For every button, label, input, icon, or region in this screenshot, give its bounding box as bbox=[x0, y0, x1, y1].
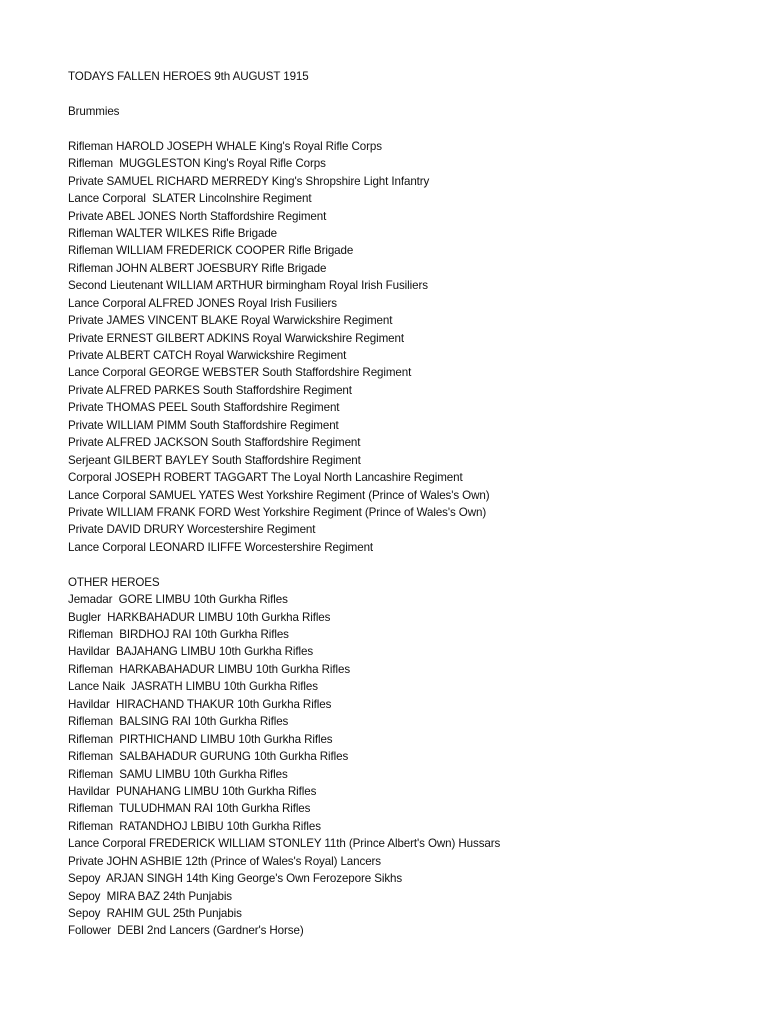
list-item: Private DAVID DRURY Worcestershire Regiment bbox=[68, 523, 316, 537]
list-item: Lance Corporal LEONARD ILIFFE Worcestershire Regiment bbox=[68, 540, 374, 554]
section-heading-brummies: Brummies bbox=[68, 104, 120, 118]
list-item: Rifleman WALTER WILKES Rifle Brigade bbox=[68, 226, 278, 240]
list-item: Private JOHN ASHBIE 12th (Prince of Wales's Royal) Lancers bbox=[68, 854, 381, 868]
list-item: Lance Corporal ALFRED JONES Royal Irish Fusiliers bbox=[68, 296, 337, 310]
list-item: Lance Corporal GEORGE WEBSTER South Staffordshire Regiment bbox=[68, 366, 412, 380]
list-item: Private ABEL JONES North Staffordshire Regiment bbox=[68, 209, 327, 223]
list-item: Private THOMAS PEEL South Staffordshire Regiment bbox=[68, 401, 340, 415]
brummies-list bbox=[68, 138, 748, 557]
list-item: Sepoy ARJAN SINGH 14th King George's Own Ferozepore Sikhs bbox=[68, 872, 403, 886]
list-item: Lance Naik JASRATH LIMBU 10th Gurkha Rifles bbox=[68, 680, 318, 694]
list-item: Rifleman HAROLD JOSEPH WHALE King's Royal Rifle Corps bbox=[68, 139, 382, 153]
list-item: Rifleman RATANDHOJ LBIBU 10th Gurkha Rifles bbox=[68, 819, 321, 833]
list-item: Private ERNEST GILBERT ADKINS Royal Warwickshire Regiment bbox=[68, 331, 404, 345]
list-item: Rifleman PIRTHICHAND LIMBU 10th Gurkha Rifles bbox=[68, 732, 333, 746]
list-item: Follower DEBI 2nd Lancers (Gardner's Horse) bbox=[68, 924, 304, 938]
document-page bbox=[68, 68, 748, 940]
document-title: TODAYS FALLEN HEROES 9th AUGUST 1915 bbox=[68, 70, 309, 83]
list-item: Rifleman SALBAHADUR GURUNG 10th Gurkha Rifles bbox=[68, 750, 349, 764]
list-item: Lance Corporal SAMUEL YATES West Yorkshire Regiment (Prince of Wales's Own) bbox=[68, 488, 490, 502]
list-item: Havildar BAJAHANG LIMBU 10th Gurkha Rifles bbox=[68, 645, 314, 659]
list-item: Serjeant GILBERT BAYLEY South Staffordshire Regiment bbox=[68, 453, 361, 467]
list-item: Private SAMUEL RICHARD MERREDY King's Shropshire Light Infantry bbox=[68, 174, 430, 188]
list-item: Rifleman JOHN ALBERT JOESBURY Rifle Brigade bbox=[68, 261, 327, 275]
list-item: Private ALFRED PARKES South Staffordshire Regiment bbox=[68, 383, 352, 397]
list-item: Bugler HARKBAHADUR LIMBU 10th Gurkha Rifles bbox=[68, 610, 331, 624]
list-item: Rifleman BIRDHOJ RAI 10th Gurkha Rifles bbox=[68, 628, 289, 641]
spacer bbox=[68, 85, 748, 102]
list-item: Havildar HIRACHAND THAKUR 10th Gurkha Rifles bbox=[68, 697, 332, 711]
list-item: Private ALBERT CATCH Royal Warwickshire Regiment bbox=[68, 349, 347, 362]
list-item: Havildar PUNAHANG LIMBU 10th Gurkha Rifles bbox=[68, 784, 317, 798]
list-item: Rifleman WILLIAM FREDERICK COOPER Rifle Brigade bbox=[68, 244, 354, 258]
list-item: Rifleman HARKABAHADUR LIMBU 10th Gurkha Rifles bbox=[68, 662, 351, 676]
list-item: Rifleman BALSING RAI 10th Gurkha Rifles bbox=[68, 715, 289, 729]
list-item: Private JAMES VINCENT BLAKE Royal Warwickshire Regiment bbox=[68, 314, 393, 328]
list-item: Corporal JOSEPH ROBERT TAGGART The Loyal North Lancashire Regiment bbox=[68, 471, 463, 485]
list-item: Rifleman TULUDHMAN RAI 10th Gurkha Rifles bbox=[68, 802, 311, 816]
list-item: Private ALFRED JACKSON South Staffordshire Regiment bbox=[68, 436, 361, 450]
list-item: Private WILLIAM FRANK FORD West Yorkshire Regiment (Prince of Wales's Own) bbox=[68, 505, 487, 519]
spacer bbox=[68, 120, 748, 137]
list-item: Rifleman MUGGLESTON King's Royal Rifle Corps bbox=[68, 157, 326, 171]
list-item: Second Lieutenant WILLIAM ARTHUR birmingham Royal Irish Fusiliers bbox=[68, 279, 428, 293]
list-item: Rifleman SAMU LIMBU 10th Gurkha Rifles bbox=[68, 767, 288, 781]
spacer bbox=[68, 556, 748, 573]
section-heading-other-heroes: OTHER HEROES bbox=[68, 575, 160, 589]
list-item: Sepoy RAHIM GUL 25th Punjabis bbox=[68, 907, 242, 920]
list-item: Lance Corporal FREDERICK WILLIAM STONLEY 11th (Prince Albert's Own) Hussars bbox=[68, 837, 501, 851]
list-item: Sepoy MIRA BAZ 24th Punjabis bbox=[68, 889, 233, 903]
other-heroes-list bbox=[68, 591, 748, 940]
list-item: Lance Corporal SLATER Lincolnshire Regiment bbox=[68, 192, 312, 206]
list-item: Private WILLIAM PIMM South Staffordshire Regiment bbox=[68, 418, 339, 432]
list-item: Jemadar GORE LIMBU 10th Gurkha Rifles bbox=[68, 593, 288, 607]
